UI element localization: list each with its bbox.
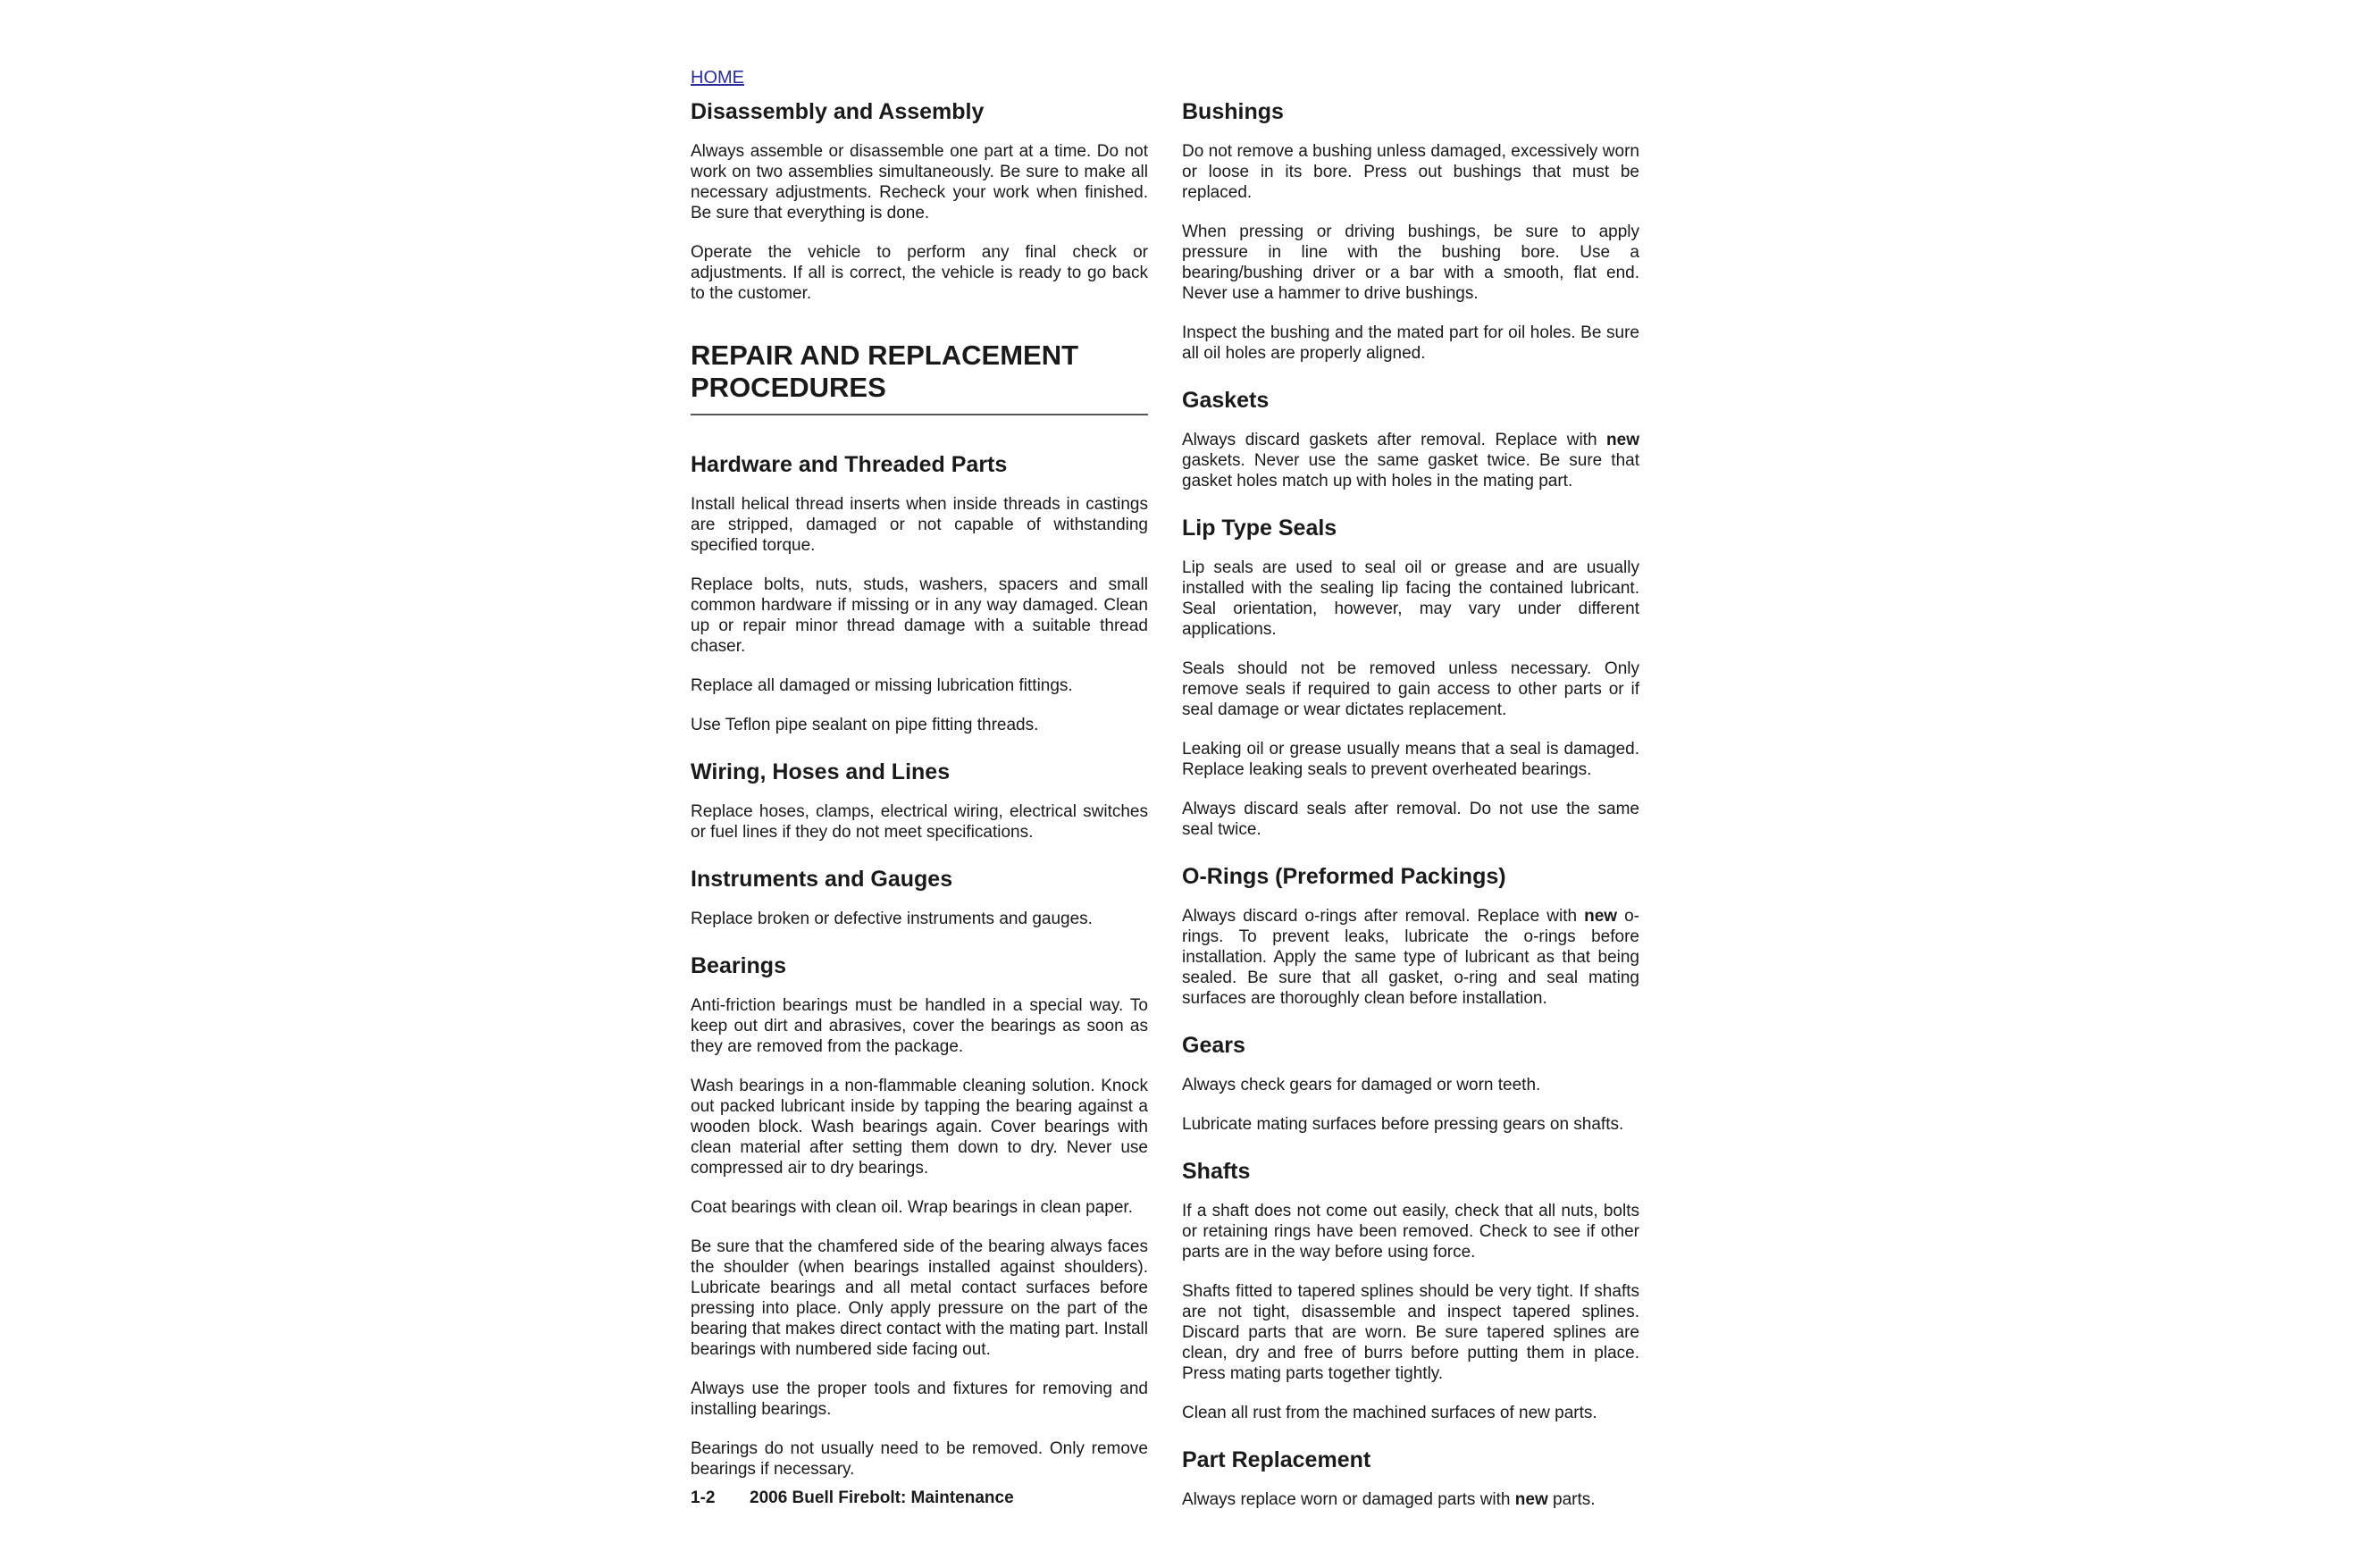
paragraph: Lip seals are used to seal oil or grease and are usually installed with the sealing lip facing the contained lubricant. Seal orientation, however, may vary under different applications. bbox=[1182, 558, 1639, 639]
paragraph: Leaking oil or grease usually means that a seal is damaged. Replace leaking seals to prevent overheated bearings. bbox=[1182, 740, 1639, 779]
paragraph bbox=[1182, 906, 1639, 1009]
paragraph: Coat bearings with clean oil. Wrap bearings in clean paper. bbox=[691, 1197, 1133, 1217]
paragraph: Anti-friction bearings must be handled in a special way. To keep out dirt and abrasives, cover the bearings as soon as they are removed from the package. bbox=[691, 995, 1148, 1056]
text-run: o-rings. To prevent leaks, lubricate the o-rings before installation. Apply the same type of lubricant as that being sealed. Be sure that all gasket, o-ring and seal mating surfaces are thoroughly clean before installation. bbox=[1182, 907, 1639, 1008]
text-run: parts. bbox=[1547, 1490, 1596, 1509]
paragraph: Shafts fitted to tapered splines should be very tight. If shafts are not tight, disassemble and inspect tapered splines. Discard parts that are worn. Be sure tapered splines are clean, dry and free of burrs before putting them in place. Press mating parts together tightly. bbox=[1182, 1282, 1639, 1383]
paragraph: Always assemble or disassemble one part at a time. Do not work on two assemblies simultaneously. Be sure to make all necessary adjustments. Recheck your work when finished. Be sure that everything is done. bbox=[691, 142, 1148, 222]
paragraph: Clean all rust from the machined surfaces of new parts. bbox=[1182, 1404, 1597, 1422]
paragraph: Replace all damaged or missing lubrication fittings. bbox=[691, 675, 1073, 695]
text-run: Always discard gaskets after removal. Replace with bbox=[1182, 431, 1607, 449]
paragraph: Inspect the bushing and the mated part for oil holes. Be sure all oil holes are properly aligned. bbox=[1182, 323, 1639, 363]
paragraph: Replace hoses, clamps, electrical wiring, electrical switches or fuel lines if they do not meet specifications. bbox=[691, 801, 1148, 842]
home-link[interactable]: HOME bbox=[691, 68, 744, 88]
emphasis-new: new bbox=[1606, 431, 1639, 449]
paragraph bbox=[1182, 1489, 1639, 1510]
heading-disassembly: Disassembly and Assembly bbox=[691, 99, 985, 124]
heading-gaskets: Gaskets bbox=[1182, 388, 1270, 413]
emphasis-new: new bbox=[1514, 1490, 1548, 1509]
text-run: Always discard o-rings after removal. Replace with bbox=[1182, 907, 1585, 926]
paragraph bbox=[1182, 430, 1639, 491]
paragraph: If a shaft does not come out easily, check that all nuts, bolts or retaining rings have been removed. Check to see if other parts are in the way before using force. bbox=[1182, 1202, 1639, 1262]
section-divider bbox=[691, 414, 1148, 415]
text-run: gaskets. Never use the same gasket twice. Be sure that gasket holes match up with holes in the mating part. bbox=[1182, 451, 1639, 491]
paragraph: Be sure that the chamfered side of the bearing always faces the shoulder (when bearings installed against shoulders). Lubricate bearings and all metal contact surfaces before pressing into place. Only apply pressure on the part of the bearing that makes direct contact with the mating part. Install bearings with numbered side facing out. bbox=[691, 1237, 1148, 1359]
heading-instruments: Instruments and Gauges bbox=[691, 866, 953, 892]
right-column bbox=[1182, 98, 1639, 1529]
text-run: Always replace worn or damaged parts with bbox=[1182, 1490, 1515, 1509]
heading-wiring: Wiring, Hoses and Lines bbox=[691, 759, 951, 784]
heading-orings: O-Rings (Preformed Packings) bbox=[1182, 864, 1506, 889]
paragraph: Wash bearings in a non-flammable cleaning solution. Knock out packed lubricant inside by tapping the bearing against a wooden block. Wash bearings again. Cover bearings with clean material after setting them down to dry. Never use compressed air to dry bearings. bbox=[691, 1076, 1148, 1178]
heading-bearings: Bearings bbox=[691, 952, 786, 978]
paragraph: When pressing or driving bushings, be sure to apply pressure in line with the bushing bore. Use a bearing/bushing driver or a bar with a smooth, flat end. Never use a hammer to drive bushings. bbox=[1182, 222, 1639, 303]
paragraph: Use Teflon pipe sealant on pipe fitting threads. bbox=[691, 715, 1039, 734]
heading-part-replacement: Part Replacement bbox=[1182, 1447, 1371, 1472]
paragraph: Always discard seals after removal. Do not use the same seal twice. bbox=[1182, 800, 1639, 839]
paragraph: Replace bolts, nuts, studs, washers, spacers and small common hardware if missing or in any way damaged. Clean up or repair minor thread damage with a suitable thread chaser. bbox=[691, 574, 1148, 656]
paragraph: Replace broken or defective instruments and gauges. bbox=[691, 909, 1093, 928]
paragraph: Do not remove a bushing unless damaged, excessively worn or loose in its bore. Press out bushings that must be replaced. bbox=[1182, 142, 1639, 202]
heading-gears: Gears bbox=[1182, 1033, 1245, 1058]
heading-hardware: Hardware and Threaded Parts bbox=[691, 451, 1008, 477]
page-footer bbox=[691, 1488, 1014, 1508]
paragraph: Lubricate mating surfaces before pressing gears on shafts. bbox=[1182, 1115, 1624, 1134]
emphasis-new: new bbox=[1584, 907, 1618, 926]
paragraph: Seals should not be removed unless necessary. Only remove seals if required to gain access to other parts or if seal damage or wear dictates replacement. bbox=[1182, 659, 1639, 719]
heading-bushings: Bushings bbox=[1182, 99, 1284, 124]
heading-shafts: Shafts bbox=[1182, 1159, 1251, 1184]
paragraph: Install helical thread inserts when inside threads in castings are stripped, damaged or not capable of withstanding specified torque. bbox=[691, 494, 1148, 555]
paragraph: Always use the proper tools and fixtures for removing and installing bearings. bbox=[691, 1379, 1148, 1419]
heading-lip-seals: Lip Type Seals bbox=[1182, 516, 1337, 541]
section-title-repair: REPAIR AND REPLACEMENT PROCEDURES bbox=[691, 340, 1079, 404]
footer-title: 2006 Buell Firebolt: Maintenance bbox=[750, 1488, 1014, 1507]
paragraph: Always check gears for damaged or worn teeth. bbox=[1182, 1076, 1541, 1094]
page-number: 1-2 bbox=[691, 1488, 716, 1507]
paragraph: Operate the vehicle to perform any final check or adjustments. If all is correct, the vehicle is ready to go back to the customer. bbox=[691, 243, 1148, 303]
paragraph: Bearings do not usually need to be removed. Only remove bearings if necessary. bbox=[691, 1438, 1148, 1479]
left-column bbox=[691, 98, 1148, 1498]
